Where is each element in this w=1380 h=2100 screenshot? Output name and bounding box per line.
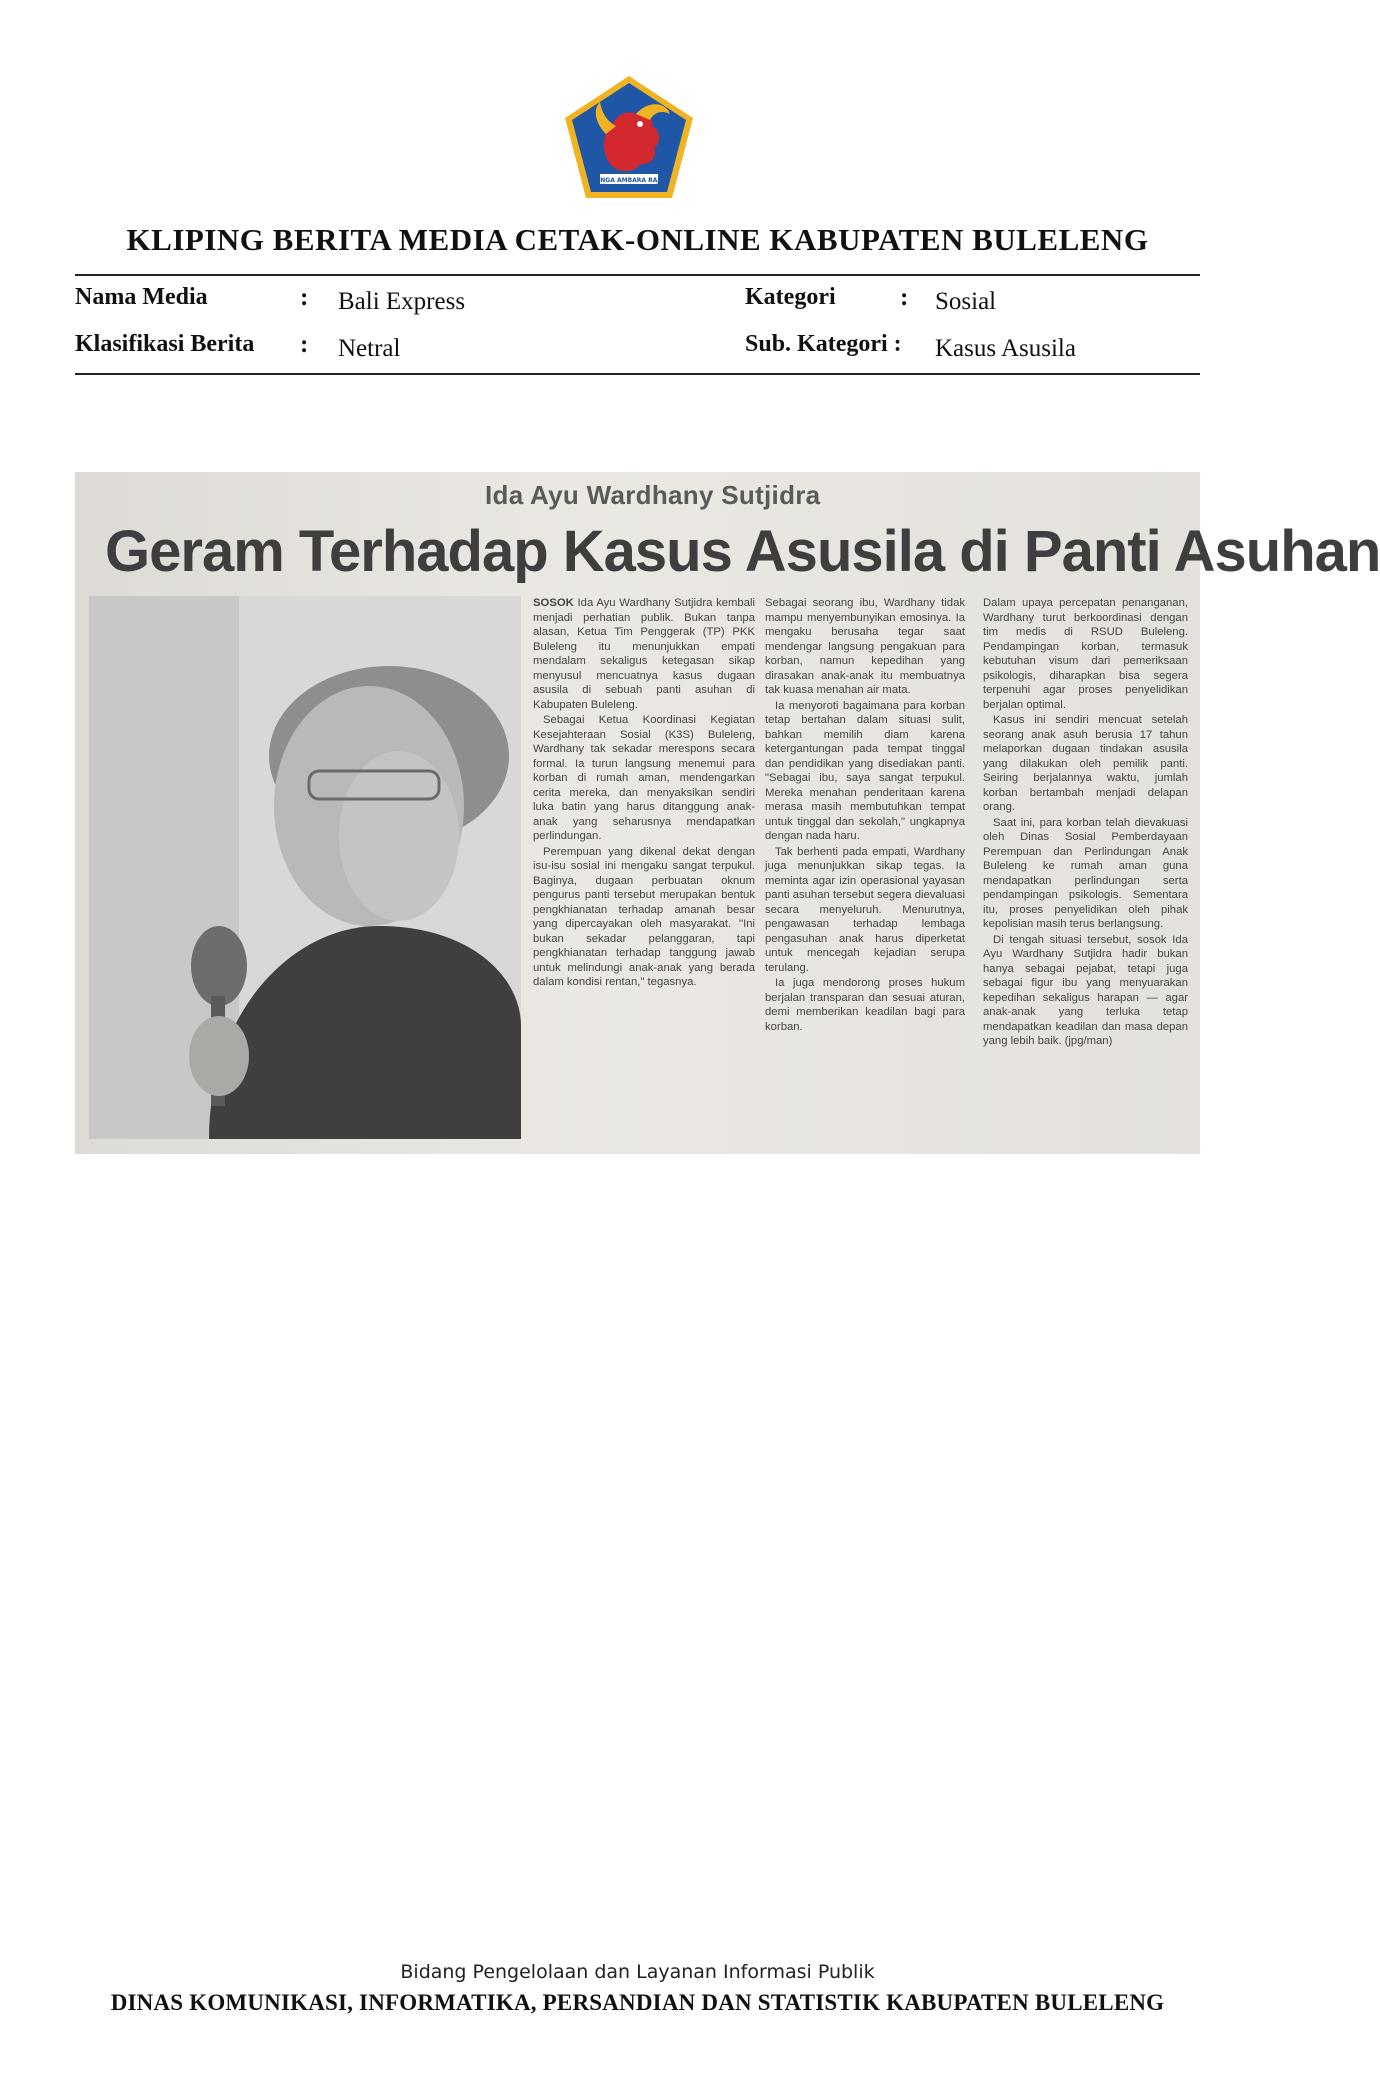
bottom-divider (75, 373, 1200, 375)
article-paragraph: Dalam upaya percepatan penanganan, Wardhany turut berkoordinasi dengan tim medis di RSUD Buleleng. Pendampingan korban, termasuk kebutuhan visum dari pemeriksaan psikologis, diharapkan bisa segera terpenuhi agar proses penyelidikan berjalan optimal. (983, 597, 1188, 711)
clipping-kicker: Ida Ayu Wardhany Sutjidra (485, 480, 821, 510)
article-paragraph: Ia menyoroti bagaimana para korban tetap bertahan dalam situasi sulit, bahkan memilih diam karena ketergantungan pada tempat tinggal dan pendidikan yang disediakan panti. "Sebagai ibu, saya sangat terpukul. Mereka menahan penderitaan karena merasa masih membutuhkan tempat untuk tinggal dan sekolah," ungkapnya dengan nada haru. (765, 699, 965, 842)
page-title: KLIPING BERITA MEDIA CETAK-ONLINE KABUPATEN BULELENG (126, 222, 1149, 257)
article-column-3 (983, 596, 1188, 1050)
article-paragraph: Ia juga mendorong proses hukum berjalan transparan dan sesuai aturan, demi memberikan keadilan bagi para korban. (765, 977, 965, 1033)
article-column-2 (765, 596, 965, 1035)
article-paragraph: Saat ini, para korban telah dievakuasi oleh Dinas Sosial Pemberdayaan Perempuan dan Perlindungan Anak Buleleng ke rumah aman guna mendapatkan perlindungan serta pendampingan psikologis. Sementara itu, proses penyelidikan oleh pihak kepolisian masih terus berlangsung. (983, 816, 1188, 930)
footer-division: Bidang Pengelolaan dan Layanan Informasi Publik (400, 1961, 875, 1983)
category-label: Kategori (745, 284, 836, 310)
logo-text: SINGA AMBARA RAJA (593, 177, 665, 184)
article-column-1 (533, 596, 755, 991)
classification-colon: : (300, 331, 309, 358)
article-paragraph: Ida Ayu Wardhany Sutjidra kembali menjadi perhatian publik. Bukan tanpa alasan, Ketua Tim Penggerak (TP) PKK Buleleng itu menunjukkan empati mendalam sekaligus ketegasan sikap menyusul mencuatnya kasus dugaan asusila di sebuah panti asuhan di Kabupaten Buleleng. (533, 597, 756, 711)
article-paragraph: Sebagai seorang ibu, Wardhany tidak mampu menyembunyikan emosinya. Ia mengaku berusaha tegar saat mendengar langsung pengakuan para korban, namun kepedihan yang dirasakan anak-anak itu membuatnya tak kuasa menahan air mata. (765, 597, 965, 696)
media-value: Bali Express (338, 288, 466, 315)
footer-agency: DINAS KOMUNIKASI, INFORMATIKA, PERSANDIAN DAN STATISTIK KABUPATEN BULELENG (110, 1990, 1165, 2015)
article-paragraph: Kasus ini sendiri mencuat setelah seorang anak asuh berusia 17 tahun melaporkan dugaan tindakan asusila yang dilakukan oleh pemilik panti. Seiring berjalannya waktu, jumlah korban bertambah menjadi delapan orang. (983, 714, 1188, 813)
article-paragraph: Tak berhenti pada empati, Wardhany juga menunjukkan sikap tegas. Ia meminta agar izin operasional yayasan panti asuhan tersebut segera dievaluasi secara menyeluruh. Menurutnya, pengawasan terhadap lembaga pengasuhan anak harus diperketat untuk mencegah kejadian serupa terulang. (765, 845, 965, 974)
top-divider (75, 274, 1200, 276)
category-value: Sosial (935, 288, 997, 315)
classification-label: Klasifikasi Berita (75, 331, 255, 357)
subcategory-label: Sub. Kategori : (745, 331, 902, 357)
article-paragraph: Sebagai Ketua Koordinasi Kegiatan Kesejahteraan Sosial (K3S) Buleleng, Wardhany tak sekadar merespons secara formal. Ia turun langsung menemui para korban di rumah aman, mendengarkan cerita mereka, dan menyaksikan sendiri luka batin yang harus ditanggung anak-anak yang seharusnya mendapatkan perlindungan. (533, 714, 755, 842)
article-lead-word: SOSOK (533, 597, 574, 609)
clipping-photo (89, 596, 521, 1139)
classification-value: Netral (338, 335, 401, 362)
clipping-headline: Geram Terhadap Kasus Asusila di Panti Asuhan (105, 519, 1380, 584)
newspaper-clipping (75, 472, 1380, 1154)
media-label: Nama Media (75, 284, 208, 310)
media-colon: : (300, 284, 309, 311)
subcategory-value: Kasus Asusila (935, 335, 1076, 362)
article-paragraph: Perempuan yang dikenal dekat dengan isu-isu sosial ini mengaku sangat terpukul. Baginya, dugaan perbuatan oknum pengurus panti tersebut merupakan bentuk pengkhianatan terhadap amanah besar yang dipercayakan oleh masyarakat. "Ini bukan sekadar pelanggaran, tapi pengkhianatan terhadap tanggung jawab untuk melindungi anak-anak yang berada dalam kondisi rentan," tegasnya. (533, 845, 755, 988)
category-colon: : (900, 284, 909, 311)
article-paragraph: Di tengah situasi tersebut, sosok Ida Ayu Wardhany Sutjidra hadir bukan hanya sebagai pejabat, tetapi juga sebagai figur ibu yang menyuarakan kepedihan sekaligus harapan — agar anak-anak yang terluka tetap mendapatkan keadilan dan masa depan yang lebih baik. (jpg/man) (983, 933, 1188, 1047)
buleleng-regency-logo (562, 74, 696, 200)
